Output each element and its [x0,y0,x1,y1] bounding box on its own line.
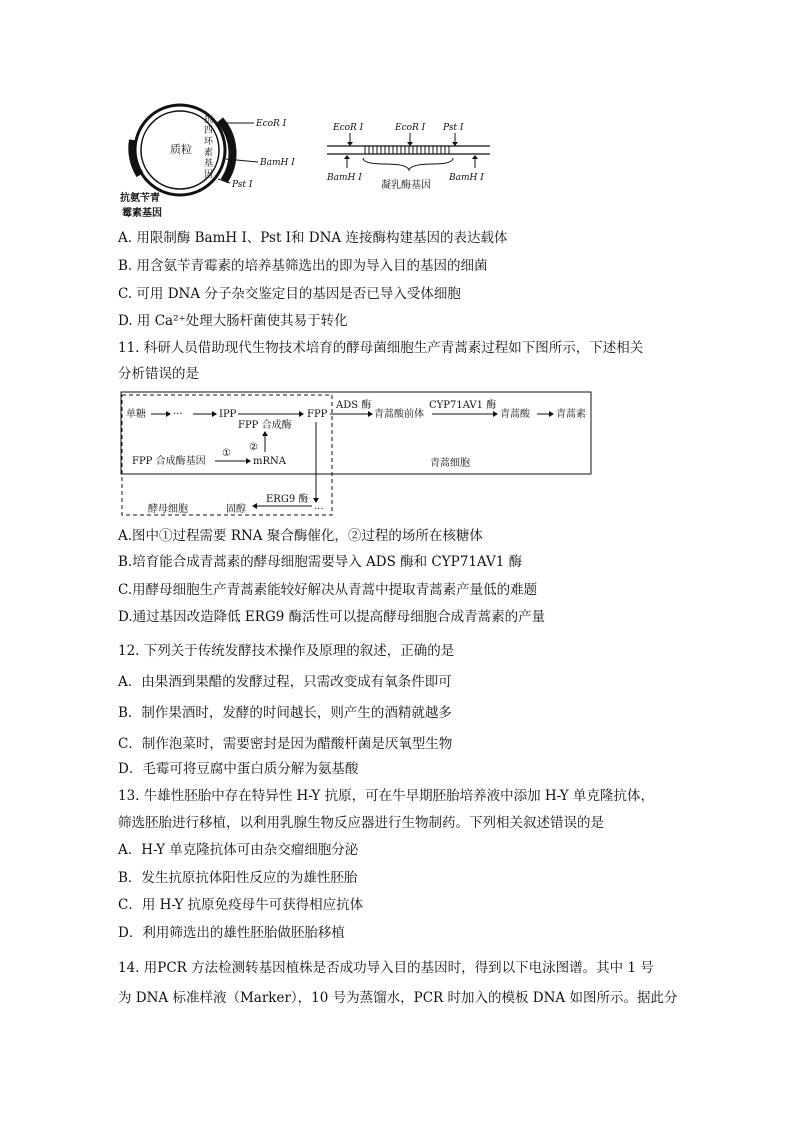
pathway-figure [118,390,598,520]
q12-option-d: D．毛霉可将豆腐中蛋白质分解为氨基酸 [118,761,359,777]
q12-option-c: C．制作泡菜时，需要密封是因为醋酸杆菌是厌氧型生物 [118,736,453,752]
q10-option-d: D. 用 Ca²⁺处理大肠杆菌使其易于转化 [118,313,348,329]
pst-label: Pst Ⅰ [443,123,464,133]
amp-gene-segment [132,140,140,175]
svg-text:酵母细胞: 酵母细胞 [148,504,188,515]
q13-option-c: C．用 H-Y 抗原免疫母牛可获得相应抗体 [118,897,364,913]
q11-option-b: B.培育能合成青蒿素的酵母细胞需要导入 ADS 酶和 CYP71AV1 酶 [118,554,523,570]
q11-option-c: C.用酵母细胞生产青蒿素能较好解决从青蒿中提取青蒿素产量低的难题 [118,582,538,598]
svg-text:mRNA: mRNA [253,456,286,467]
bamh-left-label: BamH Ⅰ [327,173,362,183]
q13-option-a: A．H-Y 单克隆抗体可由杂交瘤细胞分泌 [118,842,359,858]
amp-gene-label-1: 抗氨苄青 [120,193,160,204]
svg-text:青蒿细胞: 青蒿细胞 [430,458,470,469]
svg-text:固醇: 固醇 [226,504,246,515]
gene-label: 凝乳酶基因 [381,180,431,191]
bamh-right-label: BamH Ⅰ [449,173,484,183]
svg-text:ERG9 酶: ERG9 酶 [266,494,309,505]
svg-text:素: 素 [204,148,214,158]
svg-text:青蒿素: 青蒿素 [556,409,586,420]
svg-text:FPP 合成酶: FPP 合成酶 [238,420,292,431]
q10-option-c: C. 可用 DNA 分子杂交鉴定目的基因是否已导入受体细胞 [118,286,461,302]
q12-option-a: A．由果酒到果醋的发酵过程，只需改变成有氧条件即可 [118,674,452,690]
svg-text:青蒿酸前体: 青蒿酸前体 [374,409,424,420]
plasmid-label: 质粒 [170,143,192,156]
plasmid-figure [118,95,318,223]
svg-text:FPP 合成酶基因: FPP 合成酶基因 [132,456,206,467]
q13-option-b: B．发生抗原抗体阳性反应的为雄性胚胎 [118,870,358,886]
q14-stem-2: 为 DNA 标准样液（Marker），10 号为蒸馏水，PCR 时加入的模板 DNA 如图所示。据此分 [118,990,678,1006]
svg-text:···: ··· [173,409,183,420]
q13-stem-1: 13. 牛雄性胚胎中存在特异性 H-Y 抗原，可在牛早期胚胎培养液中添加 H-Y 单克隆抗体， [118,788,654,804]
svg-text:IPP: IPP [219,409,237,420]
bamh-site-label: BamH Ⅰ [260,158,295,168]
q12-option-b: B．制作果酒时，发酵的时间越长，则产生的酒精就越多 [118,705,452,721]
svg-text:ADS 酶: ADS 酶 [336,400,372,411]
svg-text:因: 因 [204,170,214,180]
svg-text:CYP71AV1 酶: CYP71AV1 酶 [429,400,497,411]
q11-option-a: A.图中①过程需要 RNA 聚合酶催化，②过程的场所在核糖体 [118,528,483,544]
q12-stem: 12. 下列关于传统发酵技术操作及原理的叙述，正确的是 [118,643,455,659]
gene-fragment-figure [325,118,495,198]
svg-text:···: ··· [314,504,324,515]
q10-option-a: A. 用限制酶 BamH Ⅰ、Pst Ⅰ和 DNA 连接酶构建基因的表达载体 [118,230,508,246]
ecor-site-label: EcoR Ⅰ [256,119,287,129]
svg-text:①: ① [222,448,231,459]
svg-text:基: 基 [204,159,214,169]
svg-text:单糖: 单糖 [126,409,146,420]
q13-stem-2: 筛选胚胎进行移植，以利用乳腺生物反应器进行生物制药。下列相关叙述错误的是 [118,815,604,831]
svg-text:四: 四 [204,126,214,136]
ecor-mid-label: EcoR Ⅰ [395,123,426,133]
svg-text:②: ② [249,442,258,453]
q10-option-b: B. 用含氨苄青霉素的培养基筛选出的即为导入目的基因的细菌 [118,258,488,274]
q11-option-d: D.通过基因改造降低 ERG9 酶活性可以提高酵母细胞合成青蒿素的产量 [118,609,546,625]
ecor-left-label: EcoR Ⅰ [333,123,364,133]
q11-stem-2: 分析错误的是 [118,366,199,382]
amp-gene-label-2: 霉素基因 [122,208,162,219]
svg-text:抗: 抗 [204,115,214,125]
q14-stem-1: 14. 用PCR 方法检测转基因植株是否成功导入目的基因时，得到以下电泳图谱。其中 1 号 [118,960,654,976]
pst-site-label: Pst Ⅰ [232,180,253,190]
q13-option-d: D．利用筛选出的雄性胚胎做胚胎移植 [118,925,345,941]
svg-text:青蒿酸: 青蒿酸 [500,409,530,420]
svg-text:FPP: FPP [307,409,328,420]
q11-stem-1: 11. 科研人员借助现代生物技术培育的酵母菌细胞生产青蒿素过程如下图所示，下述相关 [118,340,644,356]
gene-hatched-region [365,146,449,154]
tet-gene-label [204,113,214,180]
svg-text:环: 环 [204,137,214,147]
